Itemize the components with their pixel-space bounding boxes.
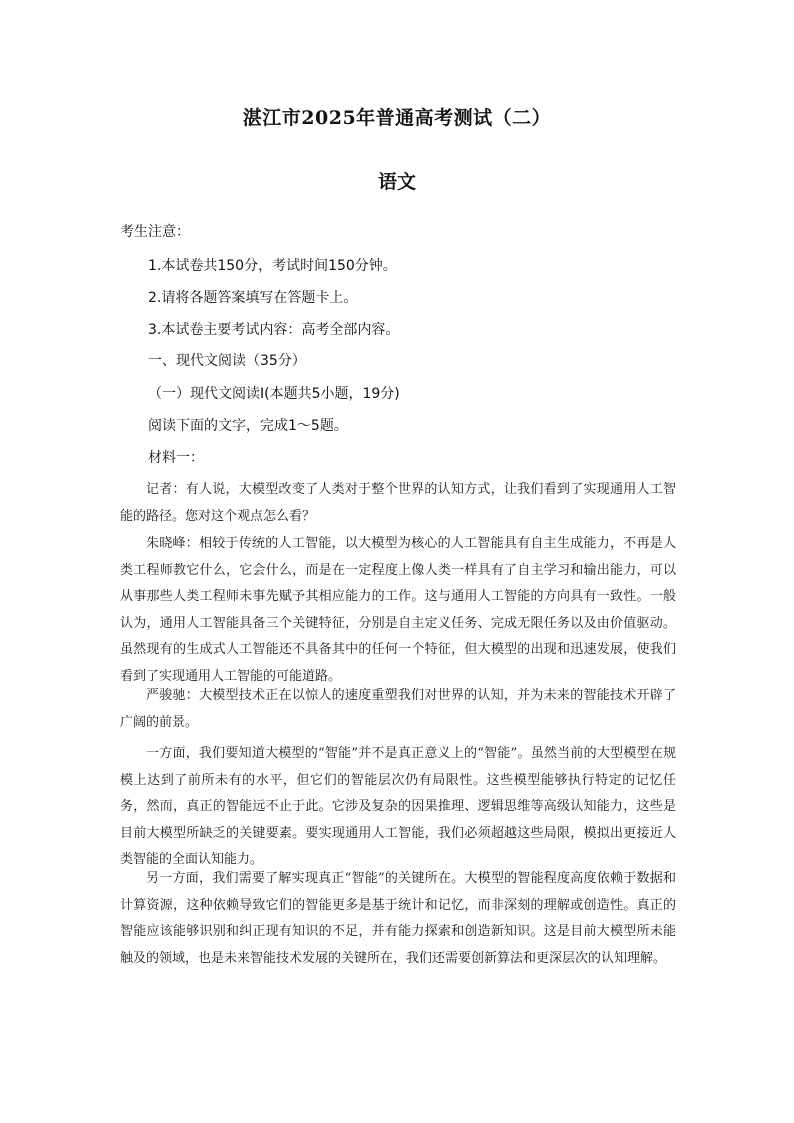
notice-item-2: 2.请将各题答案填写在答题卡上。 xyxy=(148,290,358,306)
paragraph-reporter-question: 记者：有人说，大模型改变了人类对于整个世界的认知方式，让我们看到了实现通用人工智能的路径。您对这个观点怎么看？ xyxy=(120,482,676,524)
notice-item-3: 3.本试卷主要考试内容：高考全部内容。 xyxy=(148,322,400,338)
material-label: 材料一： xyxy=(148,450,204,466)
notice-item-1: 1.本试卷共150分，考试时间150分钟。 xyxy=(148,258,397,274)
notice-heading: 考生注意： xyxy=(120,224,190,240)
paragraph-one-hand: 一方面，我们要知道大模型的“智能”并不是真正意义上的“智能”。虽然当前的大型模型在规模上达到了前所未有的水平，但它们的智能层次仍有局限性。这些模型能够执行特定的记忆任务，然而，真正的智能远不止于此。它涉及复杂的因果推理、逻辑思维等高级认知能力，这些是目前大模型所缺乏的关键要素。要实现通用人工智能，我们必须超越这些局限，模拟出更接近人类智能的全面认知能力。 xyxy=(120,746,676,868)
section-subheading: （一）现代文阅读Ⅰ(本题共5小题，19分) xyxy=(148,386,400,402)
paragraph-zhu-xiaofeng: 朱晓峰：相较于传统的人工智能，以大模型为核心的人工智能具有自主生成能力，不再是人类工程师教它什么，它会什么，而是在一定程度上像人类一样具有了自主学习和输出能力，可以从事那些人类工程师未事先赋予其相应能力的工作。这与通用人工智能的方向具有一致性。一般认为，通用人工智能具备三个关键特征，分别是自主定义任务、完成无限任务以及由价值驱动。虽然现有的生成式人工智能还不具备其中的任何一个特征，但大模型的出现和迅速发展，使我们看到了实现通用人工智能的可能道路。 xyxy=(120,536,676,684)
section-heading: 一、现代文阅读（35分） xyxy=(148,353,306,369)
subject-title: 语文 xyxy=(377,171,416,193)
reading-instruction: 阅读下面的文字，完成1～5题。 xyxy=(148,418,348,434)
paragraph-other-hand: 另一方面，我们需要了解实现真正“智能”的关键所在。大模型的智能程度高度依赖于数据和计算资源，这种依赖导致它们的智能更多是基于统计和记忆，而非深刻的理解或创造性。真正的智能应该能够识别和纠正现有知识的不足，并有能力探索和创造新知识。这是目前大模型所未能触及的领域，也是未来智能技术发展的关键所在，我们还需要创新算法和更深层次的认知理解。 xyxy=(120,871,676,966)
exam-title: 湛江市2025年普通高考测试（二） xyxy=(242,107,552,129)
paragraph-yan-junchi: 严骏驰：大模型技术正在以惊人的速度重塑我们对世界的认知，并为未来的智能技术开辟了广阔的前景。 xyxy=(120,688,676,730)
